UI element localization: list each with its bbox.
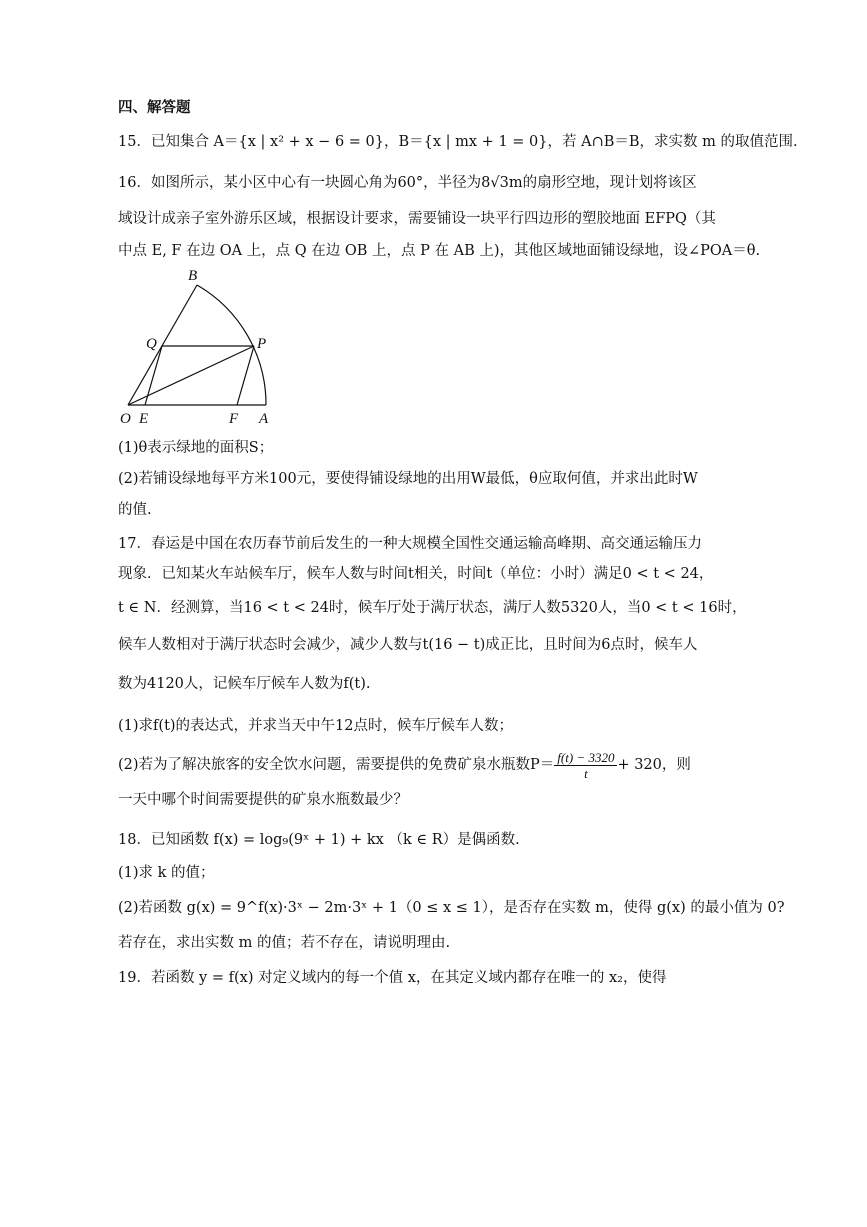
sector-figure <box>118 266 288 426</box>
bottle-count-fraction <box>554 750 617 781</box>
question-18-sub-2-line-1: (2)若函数 g(x) = 9^f(x)·3ˣ − 2m·3ˣ + 1（0 ≤ x ≤ 1），是否存在实数 m，使得 g(x) 的最小值为 0? <box>118 900 785 916</box>
section-heading: 四、解答题 <box>118 100 191 116</box>
question-16-line-2: 域设计成亲子室外游乐区域，根据设计要求，需要铺设一块平行四边形的塑胶地面 EFPQ（其 <box>118 211 716 227</box>
question-16-line-1: 16．如图所示，某小区中心有一块圆心角为60°，半径为8√3m的扇形空地，现计划将该区 <box>118 175 697 191</box>
label-O: O <box>120 411 131 426</box>
label-Q: Q <box>146 336 157 352</box>
edge-OP <box>128 346 254 405</box>
question-16-sub-2-line-1: (2)若铺设绿地每平方米100元，要使得铺设绿地的出用W最低，θ应取何值，并求出此时W <box>118 471 698 487</box>
question-15-line-1: 15．已知集合 A＝{x | x² + x − 6 = 0}，B＝{x | mx + 1 = 0}，若 A∩B＝B，求实数 m 的取值范围. <box>118 134 798 150</box>
question-18-line-1: 18．已知函数 f(x) = log₉(9ˣ + 1) + kx （k ∈ R）是偶函数. <box>118 832 520 848</box>
question-17-sub-2-suffix: + 320，则 <box>617 757 691 773</box>
label-F: F <box>229 411 239 426</box>
question-17-sub-2-line-2: 一天中哪个时间需要提供的矿泉水瓶数最少？ <box>118 792 408 808</box>
fraction-denominator: t <box>584 765 588 781</box>
edge-PF <box>237 346 254 405</box>
question-16-sub-1: (1)θ表示绿地的面积S； <box>118 440 274 456</box>
question-17-sub-2-line-1 <box>118 748 691 782</box>
question-17-sub-1: (1)求f(t)的表达式，并求当天中午12点时，候车厅候车人数； <box>118 718 513 734</box>
question-17-line-3: t ∈ N．经测算，当16 < t < 24时，候车厅处于满厅状态，满厅人数5320人，当0 < t < 16时， <box>118 600 747 616</box>
question-16-line-3: 中点 E, F 在边 OA 上，点 Q 在边 OB 上，点 P 在 AB 上)，其他区域地面铺设绿地，设∠POA＝θ. <box>118 243 761 259</box>
label-B: B <box>188 268 198 284</box>
fraction-numerator: f(t) − 3320 <box>554 750 617 766</box>
question-17-line-2: 现象．已知某火车站候车厅，候车人数与时间t相关，时间t（单位：小时）满足0 < t < 24， <box>118 566 714 582</box>
edge-OB <box>128 285 197 405</box>
question-18-sub-1: (1)求 k 的值； <box>118 865 215 881</box>
question-17-line-1: 17．春运是中国在农历春节前后发生的一种大规模全国性交通运输高峰期、高交通运输压力 <box>118 536 702 552</box>
question-17-sub-2-prefix: (2)若为了解决旅客的安全饮水问题，需要提供的免费矿泉水瓶数P＝ <box>118 757 555 773</box>
question-17-line-4: 候车人数相对于满厅状态时会减少，减少人数与t(16 − t)成正比，且时间为6点时，候车人 <box>118 637 698 653</box>
question-16-sub-2-line-2: 的值. <box>118 502 152 518</box>
label-A: A <box>259 411 269 426</box>
label-P: P <box>257 336 267 352</box>
label-E: E <box>139 411 149 426</box>
question-19-line-1: 19．若函数 y = f(x) 对定义域内的每一个值 x，在其定义域内都存在唯一的 x₂，使得 <box>118 970 667 986</box>
question-18-sub-2-line-2: 若存在，求出实数 m 的值；若不存在，请说明理由. <box>118 935 451 951</box>
arc-AB <box>197 285 266 405</box>
question-17-line-5: 数为4120人，记候车厅候车人数为f(t). <box>118 676 371 692</box>
